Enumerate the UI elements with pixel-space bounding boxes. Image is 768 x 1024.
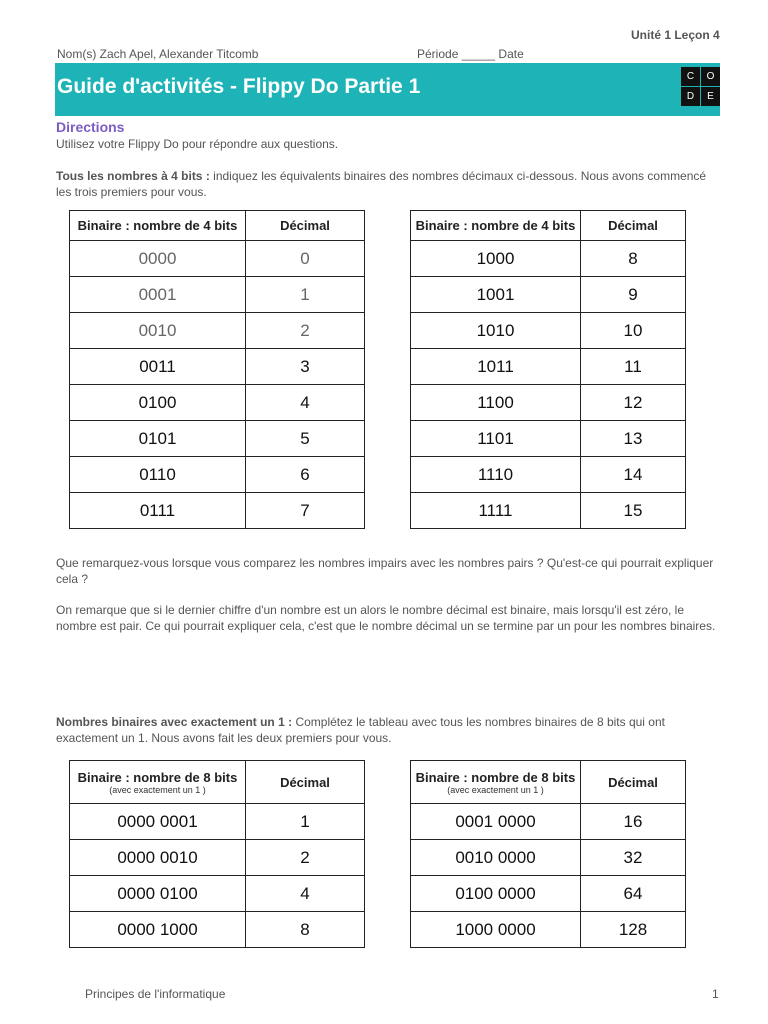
binary-cell: 1001 xyxy=(411,277,581,313)
binary-cell: 0101 xyxy=(70,421,246,457)
binary-cell: 1000 0000 xyxy=(411,912,581,948)
table-row xyxy=(411,241,686,277)
table-row xyxy=(70,912,365,948)
question-answer: On remarque que si le dernier chiffre d'un nombre est un alors le nombre décimal est binaire, mais lorsqu'il est zéro, le nombre est pair. Ce qui pourrait expliquer cela, c'est que le nombre décimal un se termine par un pour les nombres binaires. xyxy=(56,603,716,633)
page-number: 1 xyxy=(712,987,719,1001)
decimal-cell: 10 xyxy=(581,313,686,349)
binary-cell: 0111 xyxy=(70,493,246,529)
table-row xyxy=(411,385,686,421)
decimal-cell: 32 xyxy=(581,840,686,876)
page-title: Guide d'activités - Flippy Do Partie 1 xyxy=(57,75,421,98)
decimal-cell: 1 xyxy=(246,277,365,313)
column-header-binary-label: Binaire : nombre de 8 bits xyxy=(415,769,576,785)
table-row xyxy=(70,277,365,313)
column-header-decimal: Décimal xyxy=(246,761,365,804)
table-row xyxy=(411,840,686,876)
decimal-cell: 0 xyxy=(246,241,365,277)
binary-cell: 0100 xyxy=(70,385,246,421)
table-row xyxy=(411,912,686,948)
decimal-cell: 64 xyxy=(581,876,686,912)
binary-cell: 1010 xyxy=(411,313,581,349)
code-logo xyxy=(681,67,720,106)
decimal-cell: 16 xyxy=(581,804,686,840)
binary-cell: 1111 xyxy=(411,493,581,529)
directions-text: Utilisez votre Flippy Do pour répondre aux questions. xyxy=(56,137,339,151)
table-row xyxy=(411,493,686,529)
logo-letter: O xyxy=(701,67,720,86)
column-header-binary: Binaire : nombre de 4 bits xyxy=(70,211,246,241)
section1-lead: Tous les nombres à 4 bits : xyxy=(56,169,210,183)
column-header-binary-label: Binaire : nombre de 8 bits xyxy=(77,769,238,785)
decimal-cell: 9 xyxy=(581,277,686,313)
column-header-decimal: Décimal xyxy=(581,761,686,804)
section2-lead: Nombres binaires avec exactement un 1 : xyxy=(56,715,293,729)
logo-letter: E xyxy=(701,87,720,106)
decimal-cell: 7 xyxy=(246,493,365,529)
table-row xyxy=(411,277,686,313)
binary-cell: 0001 0000 xyxy=(411,804,581,840)
column-header-binary-sub: (avec exactement un 1 ) xyxy=(447,784,544,795)
table-row xyxy=(70,804,365,840)
binary-cell: 0011 xyxy=(70,349,246,385)
decimal-cell: 11 xyxy=(581,349,686,385)
decimal-cell: 12 xyxy=(581,385,686,421)
column-header-decimal: Décimal xyxy=(246,211,365,241)
period-date: Période _____ Date xyxy=(417,47,524,61)
four-bit-table-left xyxy=(69,210,365,529)
section1-instructions xyxy=(56,168,716,200)
unit-lesson: Unité 1 Leçon 4 xyxy=(631,28,720,42)
binary-cell: 0000 0001 xyxy=(70,804,246,840)
column-header-binary: Binaire : nombre de 4 bits xyxy=(411,211,581,241)
table-row xyxy=(70,493,365,529)
decimal-cell: 4 xyxy=(246,385,365,421)
title-banner xyxy=(55,63,720,116)
binary-cell: 0110 xyxy=(70,457,246,493)
section1-text: indiquez les équivalents binaires des nombres décimaux ci-dessous. Nous avons commencé les trois premiers pour vous. xyxy=(56,169,707,199)
four-bit-table-right xyxy=(410,210,686,529)
footer-course: Principes de l'informatique xyxy=(85,987,226,1001)
section2-text: Complétez le tableau avec tous les nombres binaires de 8 bits qui ont exactement un 1. Nous avons fait les deux premiers pour vous. xyxy=(56,715,665,745)
binary-cell: 1000 xyxy=(411,241,581,277)
decimal-cell: 8 xyxy=(246,912,365,948)
table-row xyxy=(411,349,686,385)
table-row xyxy=(70,313,365,349)
decimal-cell: 4 xyxy=(246,876,365,912)
binary-cell: 1100 xyxy=(411,385,581,421)
table-row xyxy=(411,421,686,457)
table-row xyxy=(411,804,686,840)
section2-instructions xyxy=(56,714,716,746)
table-row xyxy=(411,876,686,912)
binary-cell: 0010 xyxy=(70,313,246,349)
binary-cell: 0100 0000 xyxy=(411,876,581,912)
decimal-cell: 13 xyxy=(581,421,686,457)
decimal-cell: 1 xyxy=(246,804,365,840)
table-row xyxy=(70,840,365,876)
decimal-cell: 2 xyxy=(246,840,365,876)
directions-heading: Directions xyxy=(56,119,125,135)
binary-cell: 0001 xyxy=(70,277,246,313)
logo-letter: D xyxy=(681,87,700,106)
table-row xyxy=(70,876,365,912)
binary-cell: 1011 xyxy=(411,349,581,385)
student-names: Nom(s) Zach Apel, Alexander Titcomb xyxy=(57,47,259,61)
question-prompt: Que remarquez-vous lorsque vous comparez les nombres impairs avec les nombres pairs ? Qu'est-ce qui pourrait expliquer cela ? xyxy=(56,556,714,586)
decimal-cell: 6 xyxy=(246,457,365,493)
column-header-binary xyxy=(70,761,246,804)
table-row xyxy=(70,457,365,493)
binary-cell: 0000 xyxy=(70,241,246,277)
table-row xyxy=(70,241,365,277)
binary-cell: 0000 0100 xyxy=(70,876,246,912)
binary-cell: 1101 xyxy=(411,421,581,457)
decimal-cell: 8 xyxy=(581,241,686,277)
binary-cell: 0000 0010 xyxy=(70,840,246,876)
column-header-binary xyxy=(411,761,581,804)
table-row xyxy=(70,421,365,457)
decimal-cell: 5 xyxy=(246,421,365,457)
binary-cell: 0010 0000 xyxy=(411,840,581,876)
table-row xyxy=(70,349,365,385)
decimal-cell: 15 xyxy=(581,493,686,529)
binary-cell: 0000 1000 xyxy=(70,912,246,948)
column-header-binary-sub: (avec exactement un 1 ) xyxy=(109,784,206,795)
eight-bit-table-left xyxy=(69,760,365,948)
decimal-cell: 3 xyxy=(246,349,365,385)
decimal-cell: 2 xyxy=(246,313,365,349)
table-row xyxy=(411,457,686,493)
eight-bit-table-right xyxy=(410,760,686,948)
binary-cell: 1110 xyxy=(411,457,581,493)
table-row xyxy=(70,385,365,421)
decimal-cell: 14 xyxy=(581,457,686,493)
decimal-cell: 128 xyxy=(581,912,686,948)
logo-letter: C xyxy=(681,67,700,86)
table-row xyxy=(411,313,686,349)
column-header-decimal: Décimal xyxy=(581,211,686,241)
